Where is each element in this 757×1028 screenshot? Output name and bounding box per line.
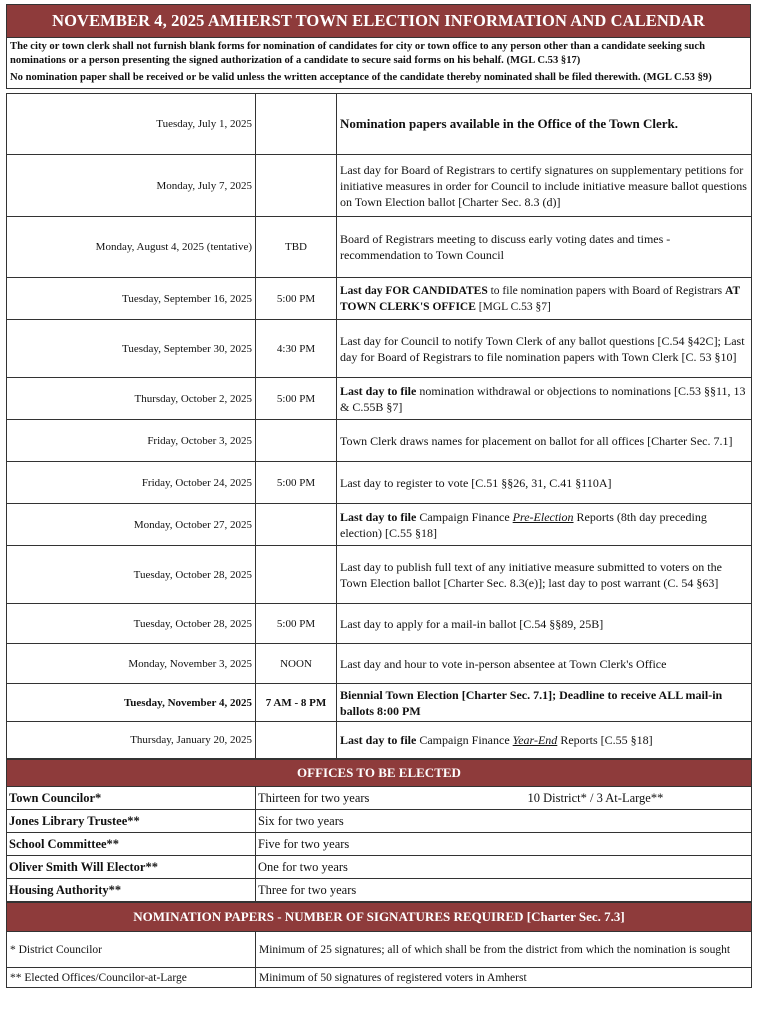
calendar-description: Last day to apply for a mail-in ballot [C.54 §§89, 25B] [337, 604, 752, 644]
election-calendar-page [6, 4, 751, 988]
calendar-date: Friday, October 24, 2025 [7, 462, 256, 504]
calendar-time: 7 AM - 8 PM [256, 684, 337, 722]
desc-part: nomination withdrawal or objections to nominations [C.53 §§11, 13 & C.55B §7] [340, 383, 746, 414]
office-term: Five for two years [256, 833, 752, 856]
calendar-description [337, 504, 752, 546]
calendar-date: Monday, August 4, 2025 (tentative) [7, 217, 256, 278]
calendar-time [256, 546, 337, 604]
table-row [7, 722, 752, 759]
calendar-time: NOON [256, 644, 337, 684]
desc-part: Last day to file [340, 733, 417, 747]
table-row [7, 217, 752, 278]
desc-part: Campaign Finance [416, 509, 513, 524]
desc-part: Reports [C.55 §18] [557, 733, 653, 747]
desc-part: Last day to file [340, 509, 417, 524]
calendar-date: Tuesday, July 1, 2025 [7, 94, 256, 155]
desc-part: Year-End [512, 733, 558, 747]
calendar-time: 4:30 PM [256, 320, 337, 378]
calendar-date: Tuesday, September 30, 2025 [7, 320, 256, 378]
office-term: One for two years [256, 856, 752, 879]
table-row [7, 94, 752, 155]
desc-part: Reports (8th day preceding election) [C.55 §18] [340, 509, 707, 540]
table-row [7, 810, 752, 833]
calendar-date: Tuesday, October 28, 2025 [7, 604, 256, 644]
calendar-description: Biennial Town Election [Charter Sec. 7.1]; Deadline to receive ALL mail-in ballots 8:00 PM [337, 684, 752, 722]
calendar-date: Thursday, October 2, 2025 [7, 378, 256, 420]
table-row [7, 932, 752, 968]
offices-title: OFFICES TO BE ELECTED [7, 760, 752, 787]
calendar-description: Town Clerk draws names for placement on ballot for all offices [Charter Sec. 7.1] [337, 420, 752, 462]
intro-notes [6, 38, 751, 89]
table-row [7, 856, 752, 879]
calendar-date: Friday, October 3, 2025 [7, 420, 256, 462]
desc-part: [MGL C.53 §7] [475, 300, 551, 313]
calendar-time [256, 504, 337, 546]
office-note: 10 District* / 3 At-Large** [526, 787, 752, 810]
table-row [7, 155, 752, 217]
office-term: Six for two years [256, 810, 752, 833]
signatures-table [6, 902, 752, 988]
calendar-description: Last day for Council to notify Town Clerk of any ballot questions [C.54 §42C]; Last day for Board of Registrars to file nomination papers with Town Clerk [C. 53 §10] [337, 320, 752, 378]
office-term: Three for two years [256, 879, 752, 902]
table-row [7, 462, 752, 504]
desc-part: Campaign Finance [416, 733, 513, 747]
calendar-date: Monday, July 7, 2025 [7, 155, 256, 217]
intro-paragraph-2: No nomination paper shall be received or be valid unless the written acceptance of the candidate thereby nominated shall be filed therewith. (MGL C.53 §9) [10, 72, 712, 83]
table-row [7, 604, 752, 644]
calendar-time [256, 155, 337, 217]
desc-part: Last day to file [340, 383, 417, 398]
calendar-description: Last day to register to vote [C.51 §§26, 31, C.41 §110A] [337, 462, 752, 504]
signatures-title: NOMINATION PAPERS - NUMBER OF SIGNATURES REQUIRED [Charter Sec. 7.3] [7, 903, 752, 932]
table-row [7, 833, 752, 856]
office-name: Housing Authority** [7, 879, 256, 902]
signature-label: * District Councilor [7, 932, 256, 968]
calendar-description: Board of Registrars meeting to discuss early voting dates and times - recommendation to Town Council [337, 217, 752, 278]
office-name: Town Councilor* [7, 787, 256, 810]
calendar-time: 5:00 PM [256, 462, 337, 504]
desc-part: AT TOWN CLERK'S OFFICE [340, 284, 740, 313]
desc-part: Pre-Election [512, 509, 574, 524]
desc-part: Last day [340, 284, 386, 297]
table-row [7, 378, 752, 420]
calendar-date: Tuesday, September 16, 2025 [7, 278, 256, 320]
table-row [7, 420, 752, 462]
calendar-table [6, 93, 752, 759]
calendar-description [337, 378, 752, 420]
table-row [7, 968, 752, 988]
page-title: NOVEMBER 4, 2025 AMHERST TOWN ELECTION INFORMATION AND CALENDAR [7, 5, 751, 38]
calendar-date: Tuesday, November 4, 2025 [7, 684, 256, 722]
office-name: Jones Library Trustee** [7, 810, 256, 833]
table-row [7, 320, 752, 378]
office-name: Oliver Smith Will Elector** [7, 856, 256, 879]
table-row [7, 504, 752, 546]
desc-part: FOR CANDIDATES [385, 284, 488, 297]
calendar-time: TBD [256, 217, 337, 278]
calendar-date: Monday, November 3, 2025 [7, 644, 256, 684]
header-table [6, 4, 751, 38]
table-row [7, 684, 752, 722]
intro-paragraph-1: The city or town clerk shall not furnish blank forms for nomination of candidates for city or town office to any person other than a candidate seeking such nominations or a person presenting the signed authorization of a candidate to secure said forms on his behalf. (MGL C.53 §17) [10, 41, 705, 66]
calendar-description: Last day and hour to vote in-person absentee at Town Clerk's Office [337, 644, 752, 684]
office-name: School Committee** [7, 833, 256, 856]
table-row [7, 644, 752, 684]
table-row [7, 879, 752, 902]
desc-part: to file nomination papers with Board of Registrars [487, 284, 726, 297]
calendar-time: 5:00 PM [256, 378, 337, 420]
calendar-date: Tuesday, October 28, 2025 [7, 546, 256, 604]
signature-label: ** Elected Offices/Councilor-at-Large [7, 968, 256, 988]
calendar-description: Last day to publish full text of any initiative measure submitted to voters on the Town Election ballot [Charter Sec. 8.3(e)]; last day to post warrant (C. 54 §63] [337, 546, 752, 604]
calendar-date: Monday, October 27, 2025 [7, 504, 256, 546]
calendar-time [256, 420, 337, 462]
office-term: Thirteen for two years [256, 787, 526, 810]
calendar-description [337, 278, 752, 320]
calendar-date: Thursday, January 20, 2025 [7, 722, 256, 759]
table-row [7, 546, 752, 604]
signature-requirement: Minimum of 25 signatures; all of which shall be from the district from which the nomination is sought [256, 932, 752, 968]
calendar-time: 5:00 PM [256, 604, 337, 644]
calendar-description [337, 722, 752, 759]
calendar-time [256, 94, 337, 155]
calendar-description: Last day for Board of Registrars to certify signatures on supplementary petitions for initiative measures in order for Council to include initiative measure ballot questions on Town Election ballot [Charter Sec. 8.3 (d)] [337, 155, 752, 217]
signature-requirement: Minimum of 50 signatures of registered voters in Amherst [256, 968, 752, 988]
offices-table [6, 759, 752, 902]
table-row [7, 787, 752, 810]
table-row [7, 278, 752, 320]
calendar-time: 5:00 PM [256, 278, 337, 320]
calendar-description: Nomination papers available in the Office of the Town Clerk. [337, 94, 752, 155]
calendar-time [256, 722, 337, 759]
